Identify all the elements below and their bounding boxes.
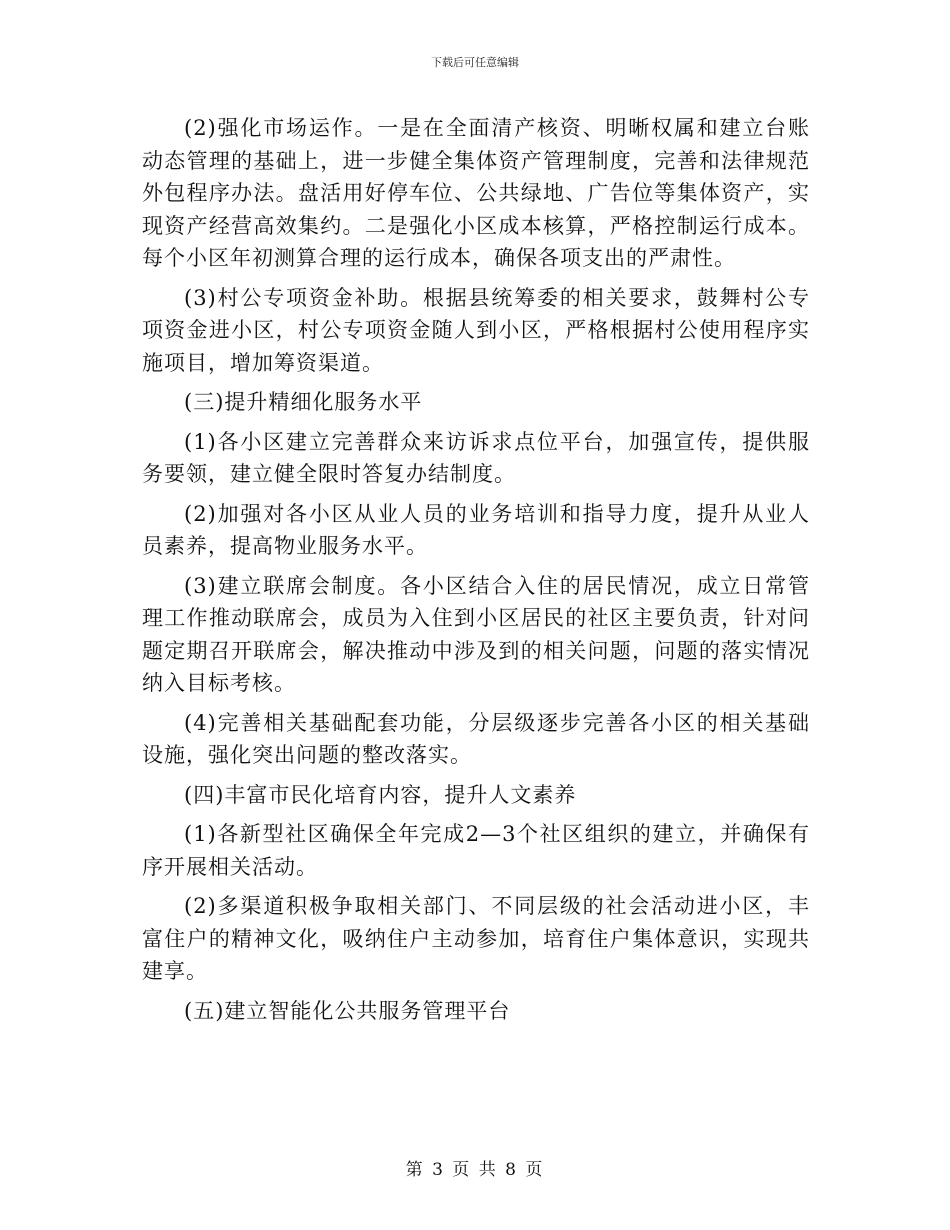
paragraph: (3)村公专项资金补助。根据县统筹委的相关要求，鼓舞村公专项资金进小区，村公专项资金随人到小区，严格根据村公使用程序实施项目，增加筹资渠道。 [142, 285, 810, 375]
paragraph: (1)各新型社区确保全年完成2—3个社区组织的建立，并确保有序开展相关活动。 [142, 822, 810, 879]
section-heading: (四)丰富市民化培育内容，提升人文素养 [184, 782, 577, 807]
paragraph: (2)加强对各小区从业人员的业务培训和指导力度，提升从业人员素养，提高物业服务水平。 [142, 501, 810, 558]
paragraph: (2)强化市场运作。一是在全面清产核资、明晰权属和建立台账动态管理的基础上，进一步健全集体资产管理制度，完善和法律规范外包程序办法。盘活用好停车位、公共绿地、广告位等集体资产，实现资产经营高效集约。二是强化小区成本核算，严格控制运行成本。每个小区年初测算合理的运行成本，确保各项支出的严肃性。 [142, 116, 810, 270]
paragraph: (3)建立联席会制度。各小区结合入住的居民情况，成立日常管理工作推动联席会，成员为入住到小区居民的社区主要负责，针对问题定期召开联席会，解决推动中涉及到的相关问题，问题的落实情况纳入目标考核。 [142, 573, 810, 695]
section-heading: (三)提升精细化服务水平 [184, 390, 423, 414]
page-header-note: 下载后可任意编辑 [431, 56, 519, 69]
page-number: 第 3 页 共 8 页 [405, 1160, 545, 1180]
paragraph: (4)完善相关基础配套功能，分层级逐步完善各小区的相关基础设施，强化突出问题的整改落实。 [142, 710, 810, 767]
paragraph: (2)多渠道积极争取相关部门、不同层级的社会活动进小区，丰富住户的精神文化，吸纳住户主动参加，培育住户集体意识，实现共建享。 [142, 894, 810, 983]
section-heading: (五)建立智能化公共服务管理平台 [184, 998, 511, 1023]
document-body [142, 112, 810, 1034]
paragraph: (1)各小区建立完善群众来访诉求点位平台，加强宣传，提供服务要领，建立健全限时答复办结制度。 [142, 429, 810, 486]
